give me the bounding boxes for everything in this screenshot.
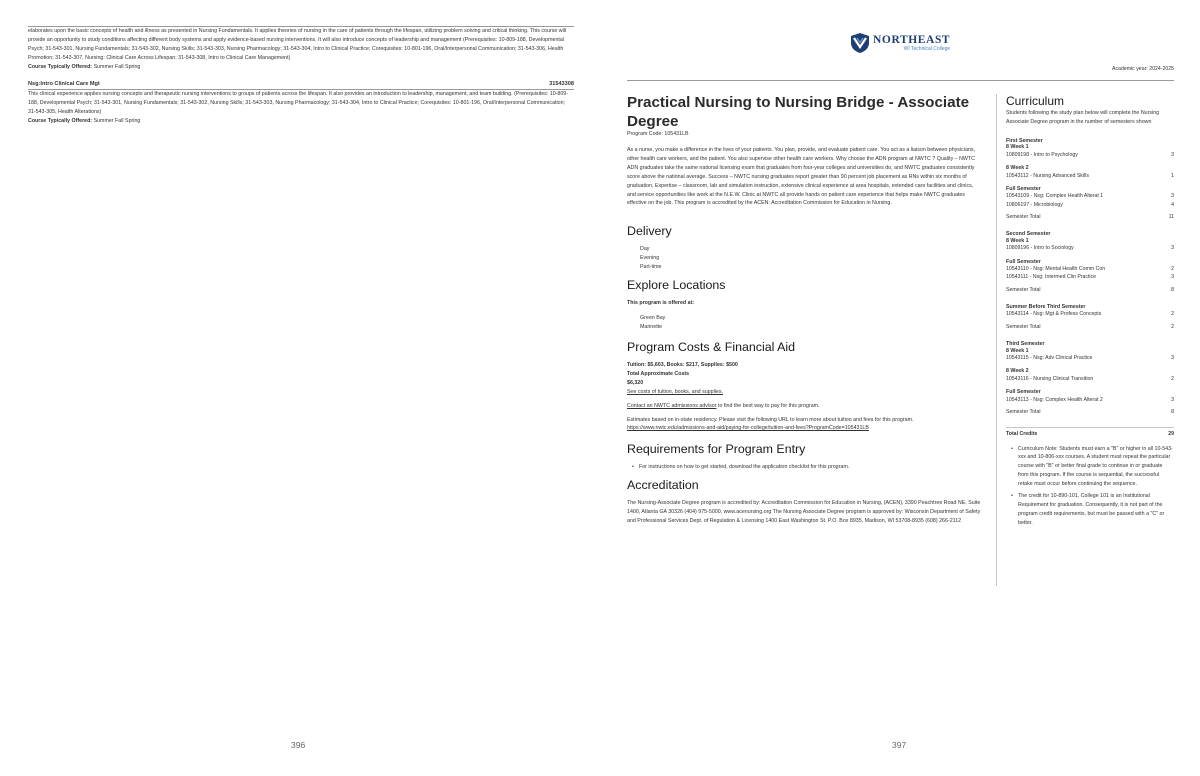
locations-heading: Explore Locations [627, 278, 726, 292]
course-row [1006, 265, 1174, 273]
clinical-course-header [28, 81, 574, 87]
header-rule [627, 80, 1174, 81]
delivery-item: Part-time [640, 263, 662, 270]
curriculum-note: • The credit for 10-890-101, College 101 is an Institutional Requirement for graduation. Consequently, it is not part of the program credit requirements, but must be passed with a "C" or better. [1006, 492, 1174, 528]
costs-heading: Program Costs & Financial Aid [627, 340, 796, 354]
clinical-course-description: This clinical experience applies nursing concepts and therapeutic nursing interventions to groups of patients across the lifespan. It also provides an introduction to leadership, management, and team building. (Prerequisites: 10-809-188, Developmental Psych; 31-543-301, Nursing Fundamentals; 31-543-302, Nursing Skills; 31-543-303, Nursing Pharmacology; 31-543-304, Intro to Clinical Practice; Corequisites: 10-801-196, Oral/Interpersonal Communication; 31-543-305, Health Alterations) [28, 91, 569, 115]
logo-subtitle: WI Technical College [903, 45, 951, 52]
course-credits: 3 [1171, 193, 1174, 200]
delivery-item: Day [640, 246, 650, 252]
block-title: Full Semester [1006, 258, 1041, 265]
curriculum-intro: Students following the study plan below will complete the Nursing Associate Degree program in the number of semesters shown [1006, 110, 1160, 125]
course-credits: 3 [1171, 355, 1174, 362]
page-title: Practical Nursing to Nursing Bridge - Associate Degree [627, 94, 970, 130]
course-row [1006, 375, 1174, 383]
course-name: 10543116 - Nursing Clinical Transition [1006, 375, 1094, 382]
course-name: 10543112 - Nursing Advanced Skills [1006, 172, 1089, 179]
course-name: 10543109 - Nsg: Complex Health Alterat 1 [1006, 193, 1104, 200]
tuition-line: Tuition: $5,603, Books: $217, Supplies: $500 [627, 362, 738, 368]
requirements-list [627, 463, 982, 472]
accreditation-heading: Accreditation [627, 478, 699, 492]
total-credits-row [1006, 430, 1174, 438]
estimates-note: Estimates based on in-state residency. Please visit the following URL to learn more about tuition and fees for this program. [627, 416, 914, 423]
costs-link[interactable]: See costs of tuition, books, and supplies. [627, 388, 723, 395]
course-credits: 2 [1171, 375, 1174, 382]
course-row [1006, 244, 1174, 252]
semester-total-row [1006, 213, 1174, 221]
block-title: 8 Week 1 [1006, 144, 1029, 151]
course-credits: 2 [1171, 311, 1174, 318]
curriculum-heading: Curriculum [1006, 94, 1065, 108]
semester-total-label: Semester Total [1006, 323, 1041, 330]
offered-value: Summer Fall Spring [93, 117, 141, 124]
block-title: 8 Week 2 [1006, 165, 1029, 172]
course-row [1006, 273, 1174, 281]
program-code: Program Code: 105431LB [627, 131, 689, 137]
locations-list [640, 314, 665, 332]
course-credits: 3 [1171, 151, 1174, 158]
offered-value: Summer Fall Spring [93, 63, 141, 70]
semester-title: Summer Before Third Semester [1006, 303, 1086, 310]
page-number-left: 396 [291, 740, 306, 750]
course-row [1006, 192, 1174, 200]
costs-block [627, 361, 982, 433]
semester-total-row [1006, 286, 1174, 294]
semester-total-value: 11 [1168, 214, 1174, 220]
curriculum-note: • Curriculum Note: Students must earn a "B" or higher in all 10-543-xxx and 10-806-xxx courses. A student must repeat the particular course with "B" or better final grade to continue in or graduate from this program. If the course is sequential, the successful retake must occur before continuing the sequence. [1006, 445, 1174, 490]
contact-rest: to find the best way to pay for this program. [716, 402, 820, 409]
course-credits: 2 [1171, 266, 1174, 273]
semester-total-row [1006, 408, 1174, 416]
offered-label: Course Typically Offered: [28, 63, 93, 70]
semester-third [1006, 341, 1174, 416]
semester-total-value: 2 [1171, 323, 1174, 330]
intro-course-block [28, 27, 574, 72]
block-title: Full Semester [1006, 389, 1041, 396]
course-row [1006, 172, 1174, 180]
location-item: Marinette [640, 323, 663, 330]
semester-total-label: Semester Total [1006, 408, 1041, 415]
clinical-course-block [28, 90, 574, 126]
locations-intro: This program is offered at: [627, 300, 695, 306]
location-item: Green Bay [640, 315, 666, 321]
course-name: Nsg:Intro Clinical Care Mgt [28, 81, 100, 87]
course-name: 10809198 - Intro to Psychology [1006, 151, 1078, 158]
intro-course-description: elaborates upon the basic concepts of health and illness as presented in Nursing Fundamentals. It applies theories of nursing in the care of patients through the lifespan, utilizing problem solving and critical thinking. This course will provide an opportunity to study conditions affecting different body systems and apply evidence-based nursing interventions. It will also introduce concepts of leadership and management (Prerequisites: 10-809-188, Developmental Psych; 31-543-301, Nursing Fundamentals; 31-543-302, Nursing Skills; 31-543-303, Nursing Pharmacology; 31-543-304, Intro to Clinical Practice; Corequisites: 10-801-196, Oral/Interpersonal Communication; 31-543-306, Health Promotion; 31-543-307, Nursing: Clinical Care Across Lifespan; 31-543-308, Intro to Clinical Care Management) [28, 28, 567, 61]
course-row [1006, 310, 1174, 318]
course-row [1006, 354, 1174, 362]
block-title: Full Semester [1006, 185, 1041, 192]
course-code: 31543308 [549, 81, 574, 87]
semester-second [1006, 231, 1174, 294]
course-name: 10543111 - Nsg: Intermed Clin Practice [1006, 274, 1097, 281]
contact-advisor-link[interactable]: Contact an NWTC admissions advisor [627, 402, 717, 409]
requirement-item: • For instructions on how to get started, download the application checklist for this program. [627, 463, 982, 472]
course-name: 10806197 - Microbiology [1006, 201, 1063, 208]
course-credits: 3 [1171, 245, 1174, 252]
offered-label: Course Typically Offered: [28, 117, 93, 124]
semester-total-value: 8 [1171, 286, 1174, 293]
course-name: 10809196 - Intro to Sociology [1006, 245, 1074, 252]
course-name: 10543115 - Nsg: Adv Clinical Practice [1006, 355, 1093, 362]
program-intro: As a nurse, you make a difference in the lives of your patients. You plan, provide, and evaluate patient care. You act as a liaison between physicians, other health care workers, and the patient. You also supervise other health care workers. Why choose the ADN program at NWTC ? Quality – NWTC ADN graduates take the same national licensing exam that graduates from four-year colleges and universities do, and NWTC graduates consistently score above the national average. Success – NWTC nursing graduates report greater than 90 percent job placement as RNs within six months of graduation. Expertise – classroom, lab and simulation instruction, extensive clinical experience at area hospitals, extended care facilities and clinics, and service opportunities like work at the N.E.W. Clinic at NWTC all provide hands on patient care experience that helps make NWTC graduates effective on the job. This program is accredited by the ACEN: Accreditation Commission for Education in Nursing. [627, 147, 975, 207]
course-row [1006, 201, 1174, 209]
requirements-heading: Requirements for Program Entry [627, 442, 806, 456]
semester-title: Second Semester [1006, 231, 1051, 238]
total-costs-label: Total Approximate Costs [627, 370, 690, 377]
academic-year: Academic year: 2024-2025 [1112, 66, 1174, 72]
course-name: 10543113 - Nsg: Complex Health Alterat 2 [1006, 396, 1103, 403]
curriculum-sidebar [1006, 94, 1174, 528]
block-title: 8 Week 2 [1006, 368, 1029, 375]
delivery-item: Evening [640, 254, 660, 261]
course-credits: 4 [1171, 201, 1174, 208]
semester-total-value: 8 [1171, 408, 1174, 415]
delivery-list [640, 245, 662, 272]
total-credits-value: 29 [1168, 431, 1174, 438]
delivery-heading: Delivery [627, 224, 672, 238]
total-credits-label: Total Credits [1006, 431, 1038, 438]
semester-title: Third Semester [1006, 341, 1045, 348]
page-number-right: 397 [892, 740, 907, 750]
semester-summer [1006, 304, 1174, 331]
column-divider [996, 94, 997, 586]
logo-name: NORTHEAST [873, 33, 951, 46]
course-row [1006, 151, 1174, 159]
course-name: 10543110 - Nsg: Mental Health Comm Con [1006, 266, 1106, 273]
course-credits: 3 [1171, 274, 1174, 281]
course-name: 10543114 - Nsg: Mgt & Profess Concepts [1006, 311, 1102, 318]
semester-total-label: Semester Total [1006, 214, 1041, 220]
course-row [1006, 396, 1174, 404]
semester-total-label: Semester Total [1006, 286, 1041, 293]
accreditation-text: The Nursing-Associate Degree program is accredited by: Accreditation Commission for Education in Nursing, (ACEN), 3390 Peachtree Road NE, Suite 1400, Atlanta GA 30326 (404) 975-5000, www.acenursing.org The Nursing Associate Degree program is approved by: Wisconsin Department of Safety and Professional Services Dept. of Regulation & Licensing 1400 East Washington St. P.O. Box 8935, Madison, WI 53708-8935 (608) 266-2112 [627, 500, 981, 524]
course-credits: 1 [1171, 172, 1174, 179]
semester-first [1006, 138, 1174, 221]
curriculum-notes [1006, 445, 1174, 528]
college-logo [850, 32, 950, 54]
shield-icon [850, 32, 870, 54]
semester-total-row [1006, 323, 1174, 331]
block-title: 8 Week 1 [1006, 347, 1029, 354]
total-divider [1006, 427, 1174, 428]
total-costs-value: $6,320 [627, 379, 644, 386]
tuition-url-link[interactable]: https://www.nwtc.edu/admissions-and-aid/paying-for-college/tuition-and-fees?ProgramCode=105431LB [627, 425, 869, 432]
course-credits: 3 [1171, 396, 1174, 403]
semester-title: First Semester [1006, 137, 1043, 144]
block-title: 8 Week 1 [1006, 237, 1029, 244]
